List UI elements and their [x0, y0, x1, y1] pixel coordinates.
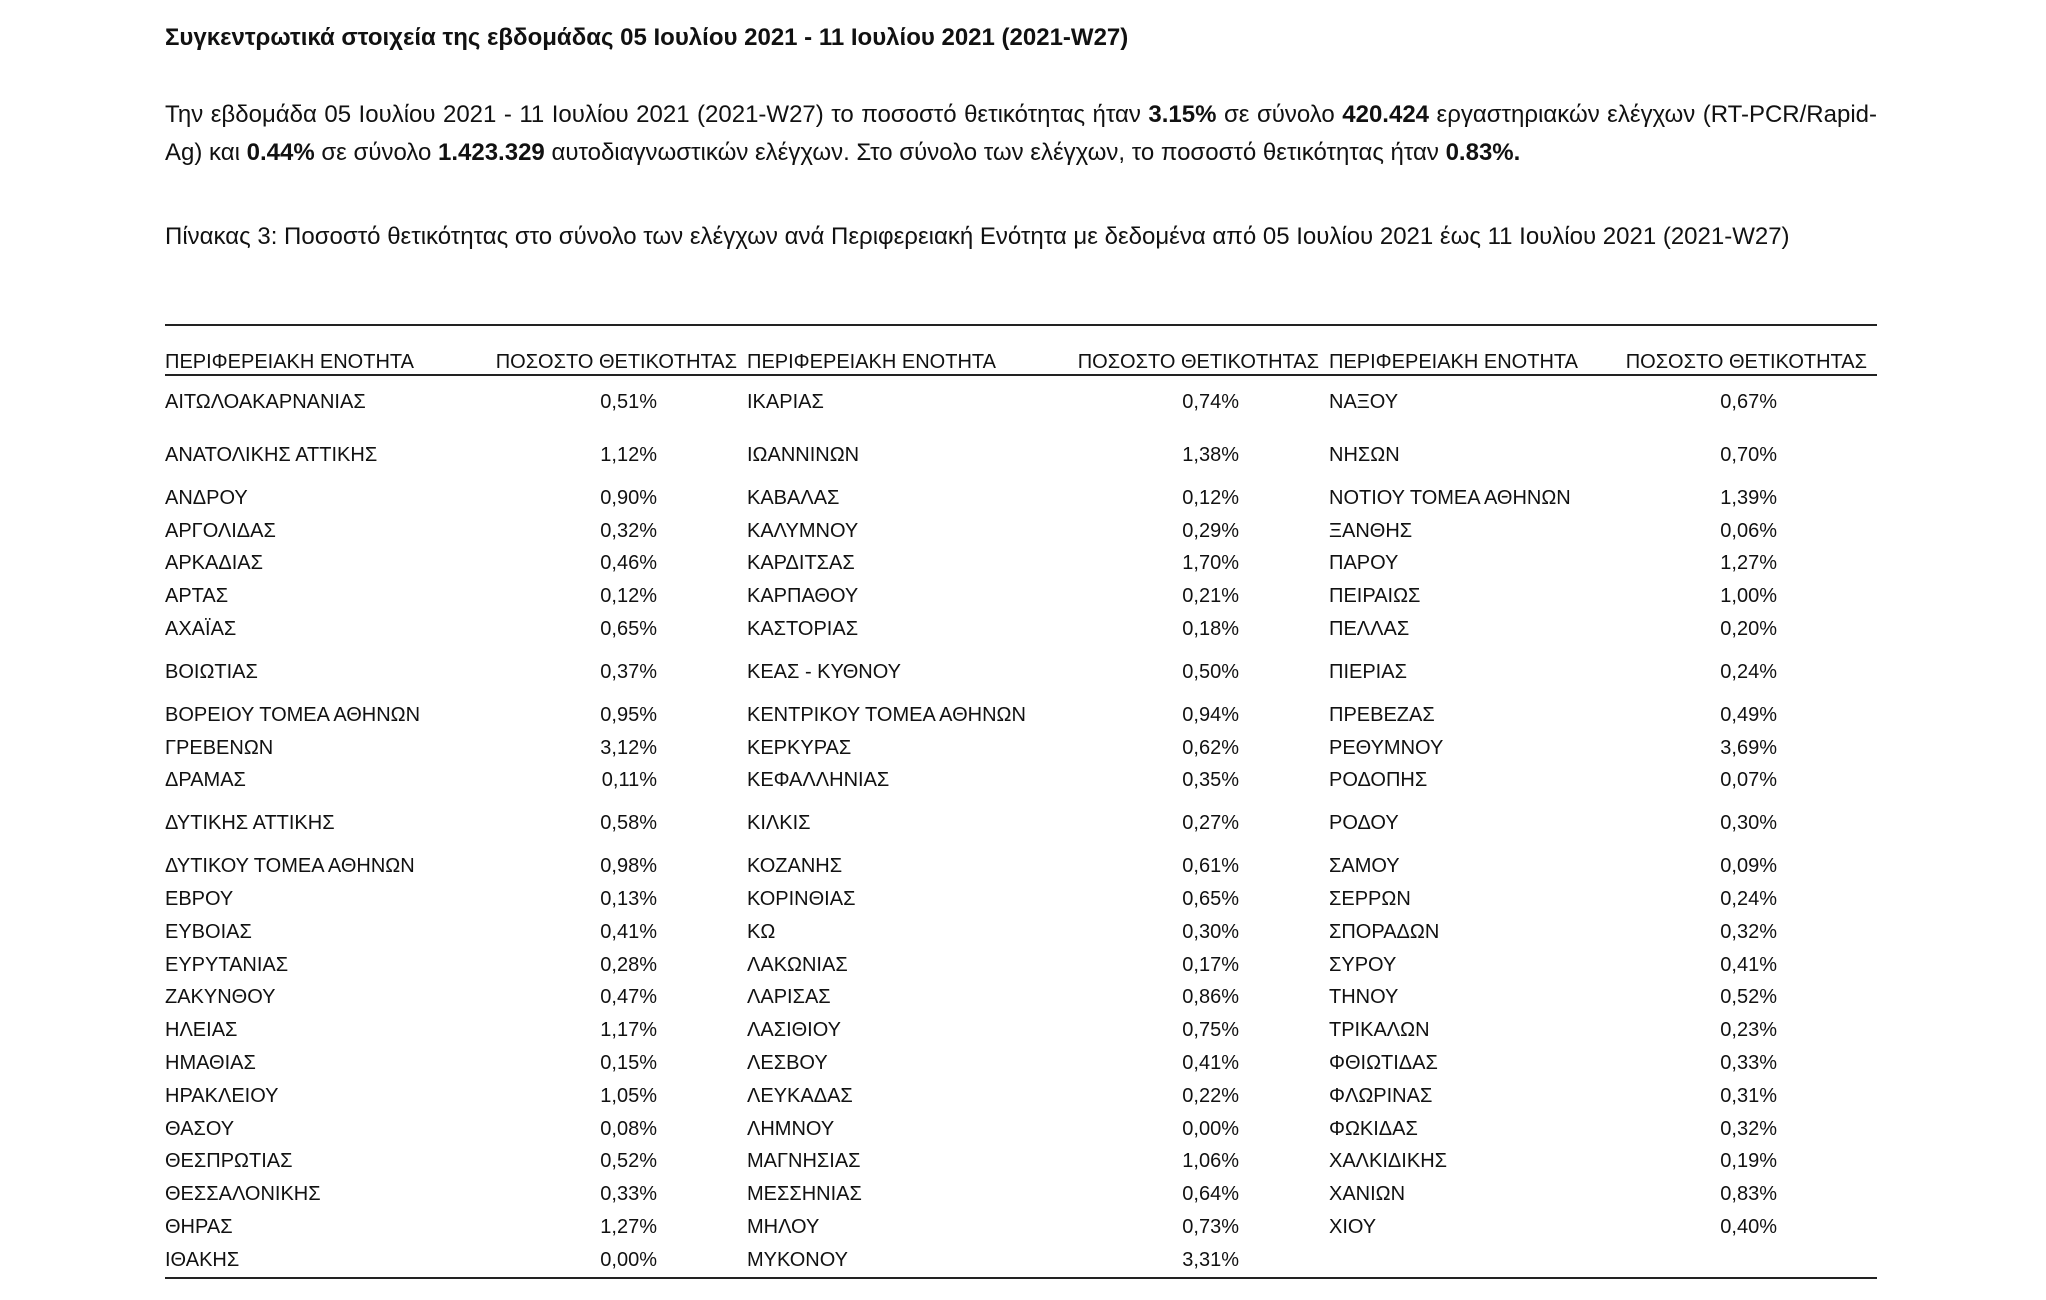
summary-paragraph — [165, 96, 1877, 172]
rate-cell: 0,65% — [1182, 888, 1239, 911]
region-cell: ΜΗΛΟΥ — [747, 1216, 820, 1239]
region-cell: ΛΕΥΚΑΔΑΣ — [747, 1084, 853, 1107]
rate-cell: 3,69% — [1720, 736, 1777, 759]
region-cell: ΑΝΔΡΟΥ — [165, 486, 248, 509]
region-cell: ΔΥΤΙΚΟΥ ΤΟΜΕΑ ΑΘΗΝΩΝ — [165, 855, 415, 878]
region-cell: ΚΕΡΚΥΡΑΣ — [747, 736, 852, 759]
rate-cell: 0,83% — [1720, 1183, 1777, 1206]
table-row — [165, 515, 1877, 548]
table-row — [165, 1178, 1877, 1211]
table-caption: Πίνακας 3: Ποσοστό θετικότητας στο σύνολο των ελέγχων ανά Περιφερειακή Ενότητα με δεδομένα από 05 Ιουλίου 2021 έως 11 Ιουλίου 2021 (2021-W27) — [165, 223, 1790, 250]
region-cell: ΝΗΣΩΝ — [1329, 444, 1400, 466]
region-cell: ΘΕΣΣΑΛΟΝΙΚΗΣ — [165, 1183, 321, 1206]
table-header-row — [165, 346, 1877, 375]
table-row — [165, 982, 1877, 1015]
rate-cell: 0,62% — [1182, 736, 1239, 759]
region-cell: ΠΕΛΛΑΣ — [1329, 618, 1410, 641]
table-row — [165, 1211, 1877, 1244]
rate-cell: 0,27% — [1182, 812, 1239, 835]
rate-cell: 0,35% — [1182, 769, 1239, 792]
self-test-positivity-rate: 0.44% — [246, 139, 315, 166]
rate-cell: 0,40% — [1720, 1216, 1777, 1239]
region-cell: ΛΑΡΙΣΑΣ — [747, 986, 831, 1009]
region-cell: ΕΥΒΟΙΑΣ — [165, 920, 252, 943]
region-cell: ΕΒΡΟΥ — [165, 888, 234, 911]
region-cell: ΠΕΙΡΑΙΩΣ — [1329, 585, 1421, 608]
rate-cell: 0,49% — [1720, 703, 1777, 726]
region-cell: ΚΑΛΥΜΝΟΥ — [747, 519, 859, 542]
rate-cell: 1,39% — [1720, 486, 1777, 509]
lab-positivity-rate: 3.15% — [1148, 101, 1217, 128]
region-cell: ΣΕΡΡΩΝ — [1329, 888, 1411, 911]
header-rate: ΠΟΣΟΣΤΟ ΘΕΤΙΚΟΤΗΤΑΣ — [1069, 346, 1329, 375]
region-cell: ΧΑΝΙΩΝ — [1329, 1183, 1406, 1206]
region-cell: ΚΟΡΙΝΘΙΑΣ — [747, 888, 856, 911]
total-positivity-rate: 0.83%. — [1445, 139, 1521, 166]
rate-cell — [1621, 1244, 1877, 1278]
region-cell: ΘΗΡΑΣ — [165, 1216, 233, 1239]
document-page — [165, 20, 1878, 1271]
rate-cell: 0,15% — [600, 1052, 657, 1075]
region-cell: ΑΧΑΪΑΣ — [165, 618, 237, 641]
summary-text-4: σε σύνολο — [314, 139, 438, 166]
rate-cell: 0,31% — [1720, 1084, 1777, 1107]
region-cell: ΔΥΤΙΚΗΣ ΑΤΤΙΚΗΣ — [165, 812, 335, 835]
rate-cell: 0,73% — [1182, 1216, 1239, 1239]
summary-text-3: εργαστηριακών ελέγχων (RT-PCR/Rapid-Ag) και — [165, 101, 1878, 166]
rate-cell: 0,20% — [1720, 618, 1777, 641]
table-row — [165, 949, 1877, 982]
rate-cell: 3,31% — [1069, 1244, 1329, 1278]
lab-test-count: 420.424 — [1342, 101, 1430, 128]
rate-cell: 0,30% — [1720, 812, 1777, 835]
rate-cell: 1,38% — [1182, 444, 1239, 466]
table-row — [165, 797, 1877, 850]
table-row — [165, 916, 1877, 949]
region-cell: ΑΡΓΟΛΙΔΑΣ — [165, 519, 276, 542]
region-cell: ΔΡΑΜΑΣ — [165, 769, 246, 792]
region-cell: ΣΠΟΡΑΔΩΝ — [1329, 920, 1440, 943]
rate-cell: 0,17% — [1182, 953, 1239, 976]
rate-cell: 0,12% — [1182, 486, 1239, 509]
header-rate: ΠΟΣΟΣΤΟ ΘΕΤΙΚΟΤΗΤΑΣ — [487, 346, 747, 375]
region-cell: ΗΡΑΚΛΕΙΟΥ — [165, 1084, 279, 1107]
rate-cell: 0,58% — [600, 812, 657, 835]
document-title: Συγκεντρωτικά στοιχεία της εβδομάδας 05 Ιουλίου 2021 - 11 Ιουλίου 2021 (2021-W27) — [165, 24, 1129, 51]
rate-cell: 0,67% — [1720, 391, 1777, 413]
table-row — [165, 646, 1877, 699]
region-cell: ΦΘΙΩΤΙΔΑΣ — [1329, 1052, 1438, 1075]
region-cell: ΤΗΝΟΥ — [1329, 986, 1399, 1009]
rate-cell: 0,32% — [1720, 1117, 1777, 1140]
rate-cell: 0,37% — [600, 660, 657, 683]
region-cell: ΣΑΜΟΥ — [1329, 855, 1400, 878]
region-cell: ΡΕΘΥΜΝΟΥ — [1329, 736, 1444, 759]
rate-cell: 0,12% — [600, 585, 657, 608]
table-row — [165, 482, 1877, 515]
rate-cell: 0,86% — [1182, 986, 1239, 1009]
rate-cell: 0,32% — [600, 519, 657, 542]
rate-cell: 1,27% — [1720, 552, 1777, 575]
rate-cell: 0,70% — [1720, 444, 1777, 466]
rate-cell: 0,28% — [600, 953, 657, 976]
region-cell: ΗΛΕΙΑΣ — [165, 1019, 238, 1042]
region-cell: ΣΥΡΟΥ — [1329, 953, 1397, 976]
table-row — [165, 850, 1877, 883]
rate-cell: 0,30% — [1182, 920, 1239, 943]
region-cell: ΑΝΑΤΟΛΙΚΗΣ ΑΤΤΙΚΗΣ — [165, 444, 378, 466]
rate-cell: 1,70% — [1182, 552, 1239, 575]
region-cell: ΚΑΡΔΙΤΣΑΣ — [747, 552, 855, 575]
region-cell: ΚΙΛΚΙΣ — [747, 812, 811, 835]
rate-cell: 0,24% — [1720, 660, 1777, 683]
region-cell: ΚΕΝΤΡΙΚΟΥ ΤΟΜΕΑ ΑΘΗΝΩΝ — [747, 703, 1026, 726]
region-cell: ΘΑΣΟΥ — [165, 1117, 235, 1140]
region-cell: ΑΡΚΑΔΙΑΣ — [165, 552, 263, 575]
region-cell: ΙΚΑΡΙΑΣ — [747, 391, 824, 413]
rate-cell: 0,13% — [600, 888, 657, 911]
region-cell: ΓΡΕΒΕΝΩΝ — [165, 736, 274, 759]
rate-cell: 1,00% — [1720, 585, 1777, 608]
region-cell: ΛΑΚΩΝΙΑΣ — [747, 953, 848, 976]
rate-cell: 0,61% — [1182, 855, 1239, 878]
rate-cell: 1,05% — [600, 1084, 657, 1107]
region-cell: ΕΥΡΥΤΑΝΙΑΣ — [165, 953, 289, 976]
rate-cell: 0,09% — [1720, 855, 1777, 878]
region-cell: ΙΩΑΝΝΙΝΩΝ — [747, 444, 860, 466]
rate-cell: 0,19% — [1720, 1150, 1777, 1173]
table-row — [165, 580, 1877, 613]
rate-cell: 0,46% — [600, 552, 657, 575]
region-cell: ΧΙΟΥ — [1329, 1216, 1377, 1239]
header-region: ΠΕΡΙΦΕΡΕΙΑΚΗ ΕΝΟΤΗΤΑ — [747, 346, 1069, 375]
region-cell: ΗΜΑΘΙΑΣ — [165, 1052, 256, 1075]
rate-cell: 0,33% — [1720, 1052, 1777, 1075]
rate-cell: 0,65% — [600, 618, 657, 641]
region-cell: ΡΟΔΟΠΗΣ — [1329, 769, 1428, 792]
table-row — [165, 429, 1877, 482]
rate-cell: 0,33% — [600, 1183, 657, 1206]
region-cell: ΝΟΤΙΟΥ ΤΟΜΕΑ ΑΘΗΝΩΝ — [1329, 486, 1571, 509]
rate-cell: 0,23% — [1720, 1019, 1777, 1042]
rate-cell: 0,95% — [600, 703, 657, 726]
rate-cell: 0,75% — [1182, 1019, 1239, 1042]
region-cell: ΛΑΣΙΘΙΟΥ — [747, 1019, 841, 1042]
region-cell: ΛΕΣΒΟΥ — [747, 1052, 828, 1075]
header-region: ΠΕΡΙΦΕΡΕΙΑΚΗ ΕΝΟΤΗΤΑ — [165, 346, 487, 375]
rate-cell: 0,06% — [1720, 519, 1777, 542]
region-cell: ΑΙΤΩΛΟΑΚΑΡΝΑΝΙΑΣ — [165, 391, 366, 413]
table-row — [165, 732, 1877, 765]
table-row — [165, 883, 1877, 916]
table-row — [165, 1244, 1877, 1278]
region-cell: ΖΑΚΥΝΘΟΥ — [165, 986, 276, 1009]
self-test-count: 1.423.329 — [438, 139, 545, 166]
rate-cell: 0,94% — [1182, 703, 1239, 726]
region-cell: ΚΕΦΑΛΛΗΝΙΑΣ — [747, 769, 890, 792]
region-cell: ΒΟΡΕΙΟΥ ΤΟΜΕΑ ΑΘΗΝΩΝ — [165, 703, 421, 726]
rate-cell: 0,08% — [600, 1117, 657, 1140]
region-cell: ΚΩ — [747, 920, 776, 943]
rate-cell: 0,41% — [1720, 953, 1777, 976]
region-cell: ΡΟΔΟΥ — [1329, 812, 1399, 835]
region-cell: ΜΑΓΝΗΣΙΑΣ — [747, 1150, 861, 1173]
table-row — [165, 613, 1877, 646]
region-cell: ΠΙΕΡΙΑΣ — [1329, 660, 1407, 683]
table-row — [165, 699, 1877, 732]
region-cell: ΧΑΛΚΙΔΙΚΗΣ — [1329, 1150, 1447, 1173]
region-cell: ΛΗΜΝΟΥ — [747, 1117, 835, 1140]
region-cell — [1329, 1244, 1621, 1278]
rate-cell: 3,12% — [600, 736, 657, 759]
rate-cell: 0,32% — [1720, 920, 1777, 943]
region-cell: ΒΟΙΩΤΙΑΣ — [165, 660, 258, 683]
rate-cell: 0,47% — [600, 986, 657, 1009]
rate-cell: 1,06% — [1182, 1150, 1239, 1173]
table-row — [165, 1080, 1877, 1113]
region-cell: ΝΑΞΟΥ — [1329, 391, 1399, 413]
rate-cell: 0,00% — [1182, 1117, 1239, 1140]
summary-text-2: σε σύνολο — [1216, 101, 1343, 128]
positivity-table — [165, 324, 1877, 1279]
region-cell: ΙΘΑΚΗΣ — [165, 1244, 487, 1278]
region-cell: ΦΛΩΡΙΝΑΣ — [1329, 1084, 1433, 1107]
rate-cell: 1,12% — [600, 444, 657, 466]
region-cell: ΦΩΚΙΔΑΣ — [1329, 1117, 1418, 1140]
rate-cell: 0,41% — [1182, 1052, 1239, 1075]
region-cell: ΚΑΡΠΑΘΟΥ — [747, 585, 859, 608]
region-cell: ΞΑΝΘΗΣ — [1329, 519, 1413, 542]
region-cell: ΚΕΑΣ - ΚΥΘΝΟΥ — [747, 660, 901, 683]
header-rate: ΠΟΣΟΣΤΟ ΘΕΤΙΚΟΤΗΤΑΣ — [1621, 346, 1877, 375]
region-cell: ΚΟΖΑΝΗΣ — [747, 855, 843, 878]
rate-cell: 0,74% — [1182, 391, 1239, 413]
region-cell: ΜΥΚΟΝΟΥ — [747, 1244, 1069, 1278]
summary-text-5: αυτοδιαγνωστικών ελέγχων. Στο σύνολο των ελέγχων, το ποσοστό θετικότητας ήταν — [544, 139, 1446, 166]
rate-cell: 0,00% — [487, 1244, 747, 1278]
rate-cell: 0,11% — [601, 769, 657, 792]
table-row — [165, 375, 1877, 429]
rate-cell: 0,90% — [600, 486, 657, 509]
region-cell: ΠΑΡΟΥ — [1329, 552, 1399, 575]
rate-cell: 0,21% — [1182, 585, 1239, 608]
region-cell: ΠΡΕΒΕΖΑΣ — [1329, 703, 1435, 726]
rate-cell: 0,22% — [1182, 1084, 1239, 1107]
table-row — [165, 548, 1877, 581]
rate-cell: 0,52% — [600, 1150, 657, 1173]
table-row — [165, 1014, 1877, 1047]
region-cell: ΑΡΤΑΣ — [165, 585, 229, 608]
table-row — [165, 1113, 1877, 1146]
region-cell: ΜΕΣΣΗΝΙΑΣ — [747, 1183, 862, 1206]
rate-cell: 1,17% — [600, 1019, 657, 1042]
region-cell: ΤΡΙΚΑΛΩΝ — [1329, 1019, 1430, 1042]
region-cell: ΘΕΣΠΡΩΤΙΑΣ — [165, 1150, 293, 1173]
rate-cell: 0,18% — [1182, 618, 1239, 641]
rate-cell: 0,52% — [1720, 986, 1777, 1009]
rate-cell: 0,50% — [1182, 660, 1239, 683]
rate-cell: 0,98% — [600, 855, 657, 878]
rate-cell: 0,24% — [1720, 888, 1777, 911]
header-region: ΠΕΡΙΦΕΡΕΙΑΚΗ ΕΝΟΤΗΤΑ — [1329, 346, 1621, 375]
rate-cell: 0,07% — [1720, 769, 1777, 792]
table-row — [165, 765, 1877, 798]
rate-cell: 0,64% — [1182, 1183, 1239, 1206]
rate-cell: 0,29% — [1182, 519, 1239, 542]
region-cell: ΚΑΒΑΛΑΣ — [747, 486, 840, 509]
table-row — [165, 1047, 1877, 1080]
rate-cell: 0,51% — [600, 391, 657, 413]
region-cell: ΚΑΣΤΟΡΙΑΣ — [747, 618, 859, 641]
summary-text-1: Την εβδομάδα 05 Ιουλίου 2021 - 11 Ιουλίου 2021 (2021-W27) το ποσοστό θετικότητας ήταν — [165, 101, 1149, 128]
rate-cell: 0,41% — [600, 920, 657, 943]
table-row — [165, 1146, 1877, 1179]
rate-cell: 1,27% — [600, 1216, 657, 1239]
